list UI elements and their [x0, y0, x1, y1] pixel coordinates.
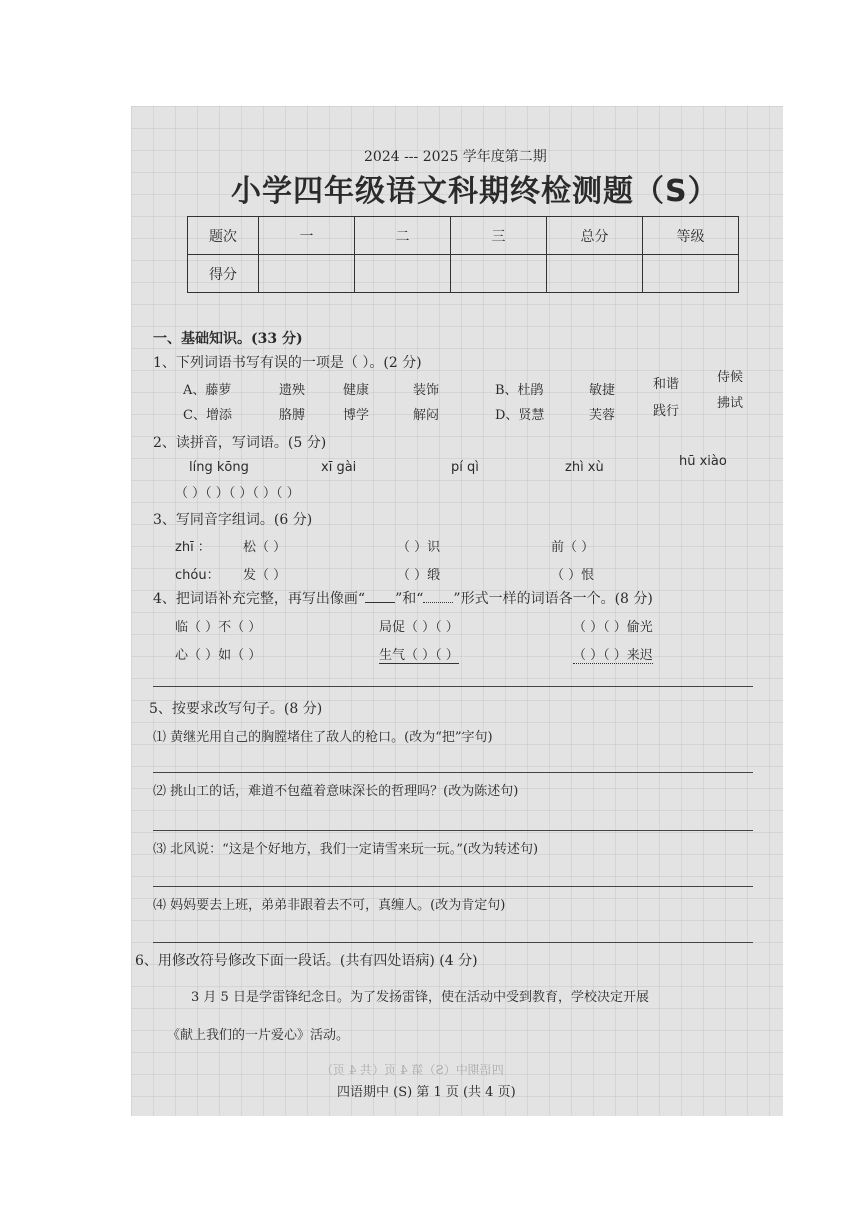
rewrite-item: ⑶ 北风说：“这是个好地方，我们一定请雪来玩一玩。”(改为转述句) — [153, 842, 539, 857]
pinyin: pí qì — [451, 460, 479, 475]
score-cell: 题次 — [188, 217, 259, 255]
q1-word: 胳膊 — [279, 408, 306, 423]
score-cell: 二 — [355, 217, 451, 255]
question-6-stem: 6、用修改符号修改下面一段话。(共有四处语病) (4 分) — [135, 953, 478, 969]
q1-word: 践行 — [653, 404, 680, 419]
score-cell: 一 — [259, 217, 355, 255]
pinyin-label: zhī ： — [175, 540, 211, 555]
q1-option: B、杜鹃 — [495, 383, 544, 398]
idiom-fill-wavy[interactable]: （ ）（ ）来迟 — [573, 644, 653, 664]
question-4-stem — [153, 588, 653, 608]
pinyin-label: chóu： — [175, 568, 220, 583]
q1-word: 芙蓉 — [589, 408, 616, 423]
pinyin: líng kōng — [189, 460, 249, 475]
idiom-fill[interactable]: 心（ ）如（ ） — [175, 648, 262, 663]
question-3-stem: 3、写同音字组词。(6 分) — [153, 512, 313, 528]
score-table-score-row — [188, 255, 739, 293]
pinyin: hū xiào — [679, 454, 727, 469]
score-input-cell[interactable] — [259, 255, 355, 293]
pinyin: zhì xù — [565, 460, 604, 475]
q1-option: D、贤慧 — [495, 408, 545, 423]
fill-blank[interactable]: （ ）识 — [397, 540, 441, 555]
score-input-cell[interactable] — [643, 255, 739, 293]
q1-option: C、增添 — [183, 408, 232, 423]
q1-option: A、藤萝 — [183, 383, 232, 398]
fill-blank[interactable]: （ ）缎 — [397, 568, 441, 583]
exam-year: 2024 --- 2025 学年度第二期 — [364, 149, 547, 165]
underline-mark — [365, 590, 395, 603]
score-cell: 总分 — [547, 217, 643, 255]
idiom-fill[interactable]: 临（ ）不（ ） — [175, 620, 262, 635]
idiom-fill-underline[interactable]: 局促（ ）（ ） — [379, 620, 459, 635]
q1-word: 健康 — [343, 383, 370, 398]
q1-word: 敏捷 — [589, 383, 616, 398]
question-2-stem: 2、读拼音，写词语。(5 分) — [153, 435, 327, 451]
wavy-underline-mark — [423, 590, 453, 603]
score-input-cell[interactable] — [451, 255, 547, 293]
q1-word: 拂试 — [717, 396, 744, 411]
score-cell: 三 — [451, 217, 547, 255]
idiom-fill-wavy[interactable]: （ ）（ ）偷光 — [573, 620, 653, 635]
score-table-header-row — [188, 217, 739, 255]
score-input-cell[interactable] — [355, 255, 451, 293]
paragraph-line: 《献上我们的一片爱心》活动。 — [167, 1028, 350, 1043]
question-1-stem: 1、下列词语书写有误的一项是（ ）。(2 分) — [153, 355, 422, 371]
fill-blank[interactable]: 松（ ） — [243, 540, 287, 555]
answer-blanks[interactable]: （ ）（ ）（ ）（ ）（ ） — [175, 486, 300, 501]
q1-word: 和谐 — [653, 377, 680, 392]
fill-blank[interactable]: 前（ ） — [551, 540, 595, 555]
rewrite-item: ⑵ 挑山工的话，难道不包蕴着意味深长的哲理吗？(改为陈述句) — [153, 784, 519, 799]
answer-line[interactable] — [153, 886, 753, 887]
page-footer: 四语期中 (S) 第 1 页 (共 4 页) — [337, 1085, 516, 1100]
q4-stem-part: 4、把词语补充完整，再写出像画“ — [153, 591, 366, 607]
question-5-stem: 5、按要求改写句子。(8 分) — [149, 701, 323, 717]
pinyin: xī gài — [321, 460, 357, 475]
q1-word: 博学 — [343, 408, 370, 423]
q1-word: 侍候 — [717, 370, 744, 385]
answer-line[interactable] — [153, 686, 753, 687]
fill-blank[interactable]: （ ）恨 — [551, 568, 595, 583]
q4-stem-part: ”形式一样的词语各一个。(8 分) — [453, 591, 653, 607]
rewrite-item: ⑴ 黄继光用自己的胸膛堵住了敌人的枪口。(改为“把”字句) — [153, 730, 493, 745]
q4-stem-part: ”和“ — [395, 591, 424, 607]
section-heading: 一、基础知识。(33 分) — [153, 331, 303, 347]
paragraph-line: 3 月 5 日是学雷锋纪念日。为了发扬雷锋，使在活动中受到教育，学校决定开展 — [191, 990, 649, 1005]
score-table — [187, 216, 739, 293]
answer-line[interactable] — [153, 830, 753, 831]
q1-word: 解闷 — [413, 408, 440, 423]
score-cell: 得分 — [188, 255, 259, 293]
q1-word: 装饰 — [413, 383, 440, 398]
fill-blank[interactable]: 发（ ） — [243, 568, 287, 583]
answer-line[interactable] — [153, 942, 753, 943]
score-cell: 等级 — [643, 217, 739, 255]
bleed-through-text: 四语期中（S）第 4 页（共 4 页） — [321, 1063, 504, 1077]
idiom-fill-underline[interactable]: 生气（ ）（ ） — [379, 644, 459, 664]
page-title: 小学四年级语文科期终检测题（S） — [231, 174, 719, 209]
answer-line[interactable] — [153, 772, 753, 773]
q1-word: 遗殃 — [279, 383, 306, 398]
exam-paper — [131, 106, 783, 1116]
rewrite-item: ⑷ 妈妈要去上班，弟弟非跟着去不可，真缠人。(改为肯定句) — [153, 898, 506, 913]
score-input-cell[interactable] — [547, 255, 643, 293]
